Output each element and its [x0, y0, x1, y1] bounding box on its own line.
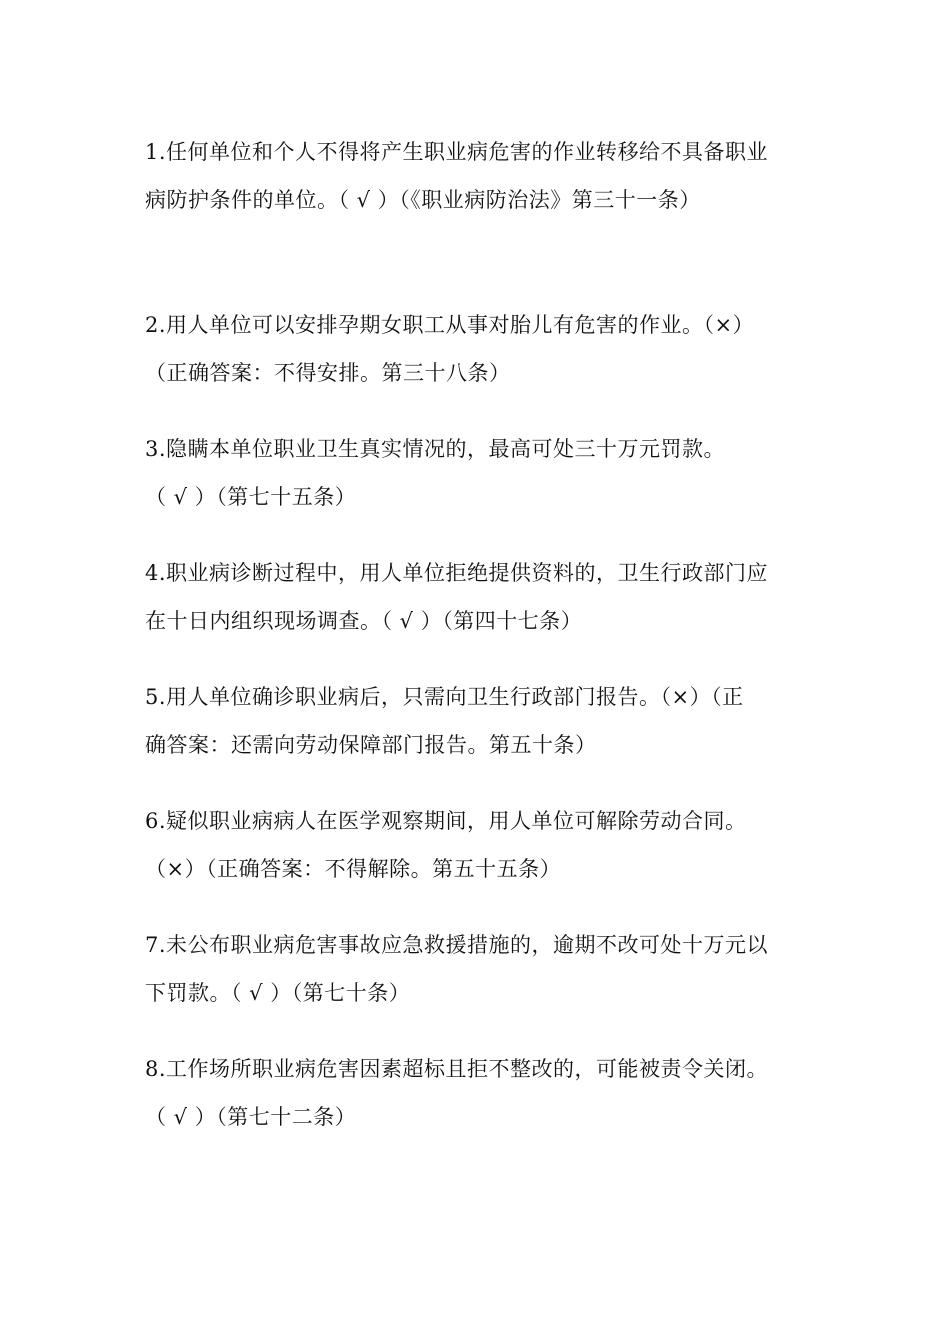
question-2-line-1: 2.用人单位可以安排孕期女职工从事对胎儿有危害的作业。（×） [145, 313, 755, 337]
question-item-4 [145, 549, 810, 645]
question-6-line-2: （×）（正确答案：不得解除。第五十五条） [145, 857, 562, 881]
question-8-line-2: （ √ ）（第七十二条） [145, 1105, 357, 1129]
question-1-line-2: 病防护条件的单位。（ √ ）（《职业病防治法》第三十一条） [145, 188, 701, 212]
question-8-line-1: 8.工作场所职业病危害因素超标且拒不整改的，可能被责令关闭。 [145, 1057, 769, 1081]
question-2-line-2: （正确答案：不得安排。第三十八条） [145, 361, 511, 385]
question-3-line-2: （ √ ）（第七十五条） [145, 485, 357, 509]
question-7-line-2: 下罚款。（ √ ）（第七十条） [145, 981, 411, 1005]
question-item-1 [145, 128, 810, 224]
question-5-line-2: 确答案：还需向劳动保障部门报告。第五十条） [145, 733, 597, 757]
question-1-line-1: 1.任何单位和个人不得将产生职业病危害的作业转移给不具备职业 [145, 140, 769, 164]
question-5-line-1: 5.用人单位确诊职业病后，只需向卫生行政部门报告。（×）（正 [145, 685, 744, 709]
question-item-6 [145, 797, 810, 893]
question-item-8 [145, 1045, 810, 1141]
question-3-line-1: 3.隐瞒本单位职业卫生真实情况的，最高可处三十万元罚款。 [145, 437, 726, 461]
question-item-3 [145, 425, 810, 521]
question-6-line-1: 6.疑似职业病病人在医学观察期间，用人单位可解除劳动合同。 [145, 809, 747, 833]
question-4-line-2: 在十日内组织现场调查。（ √ ）（第四十七条） [145, 609, 583, 633]
question-7-line-1: 7.未公布职业病危害事故应急救援措施的，逾期不改可处十万元以 [145, 933, 769, 957]
question-4-line-1: 4.职业病诊断过程中，用人单位拒绝提供资料的，卫生行政部门应 [145, 561, 769, 585]
question-item-7 [145, 921, 810, 1017]
question-item-2 [145, 301, 810, 397]
question-item-5 [145, 673, 810, 769]
